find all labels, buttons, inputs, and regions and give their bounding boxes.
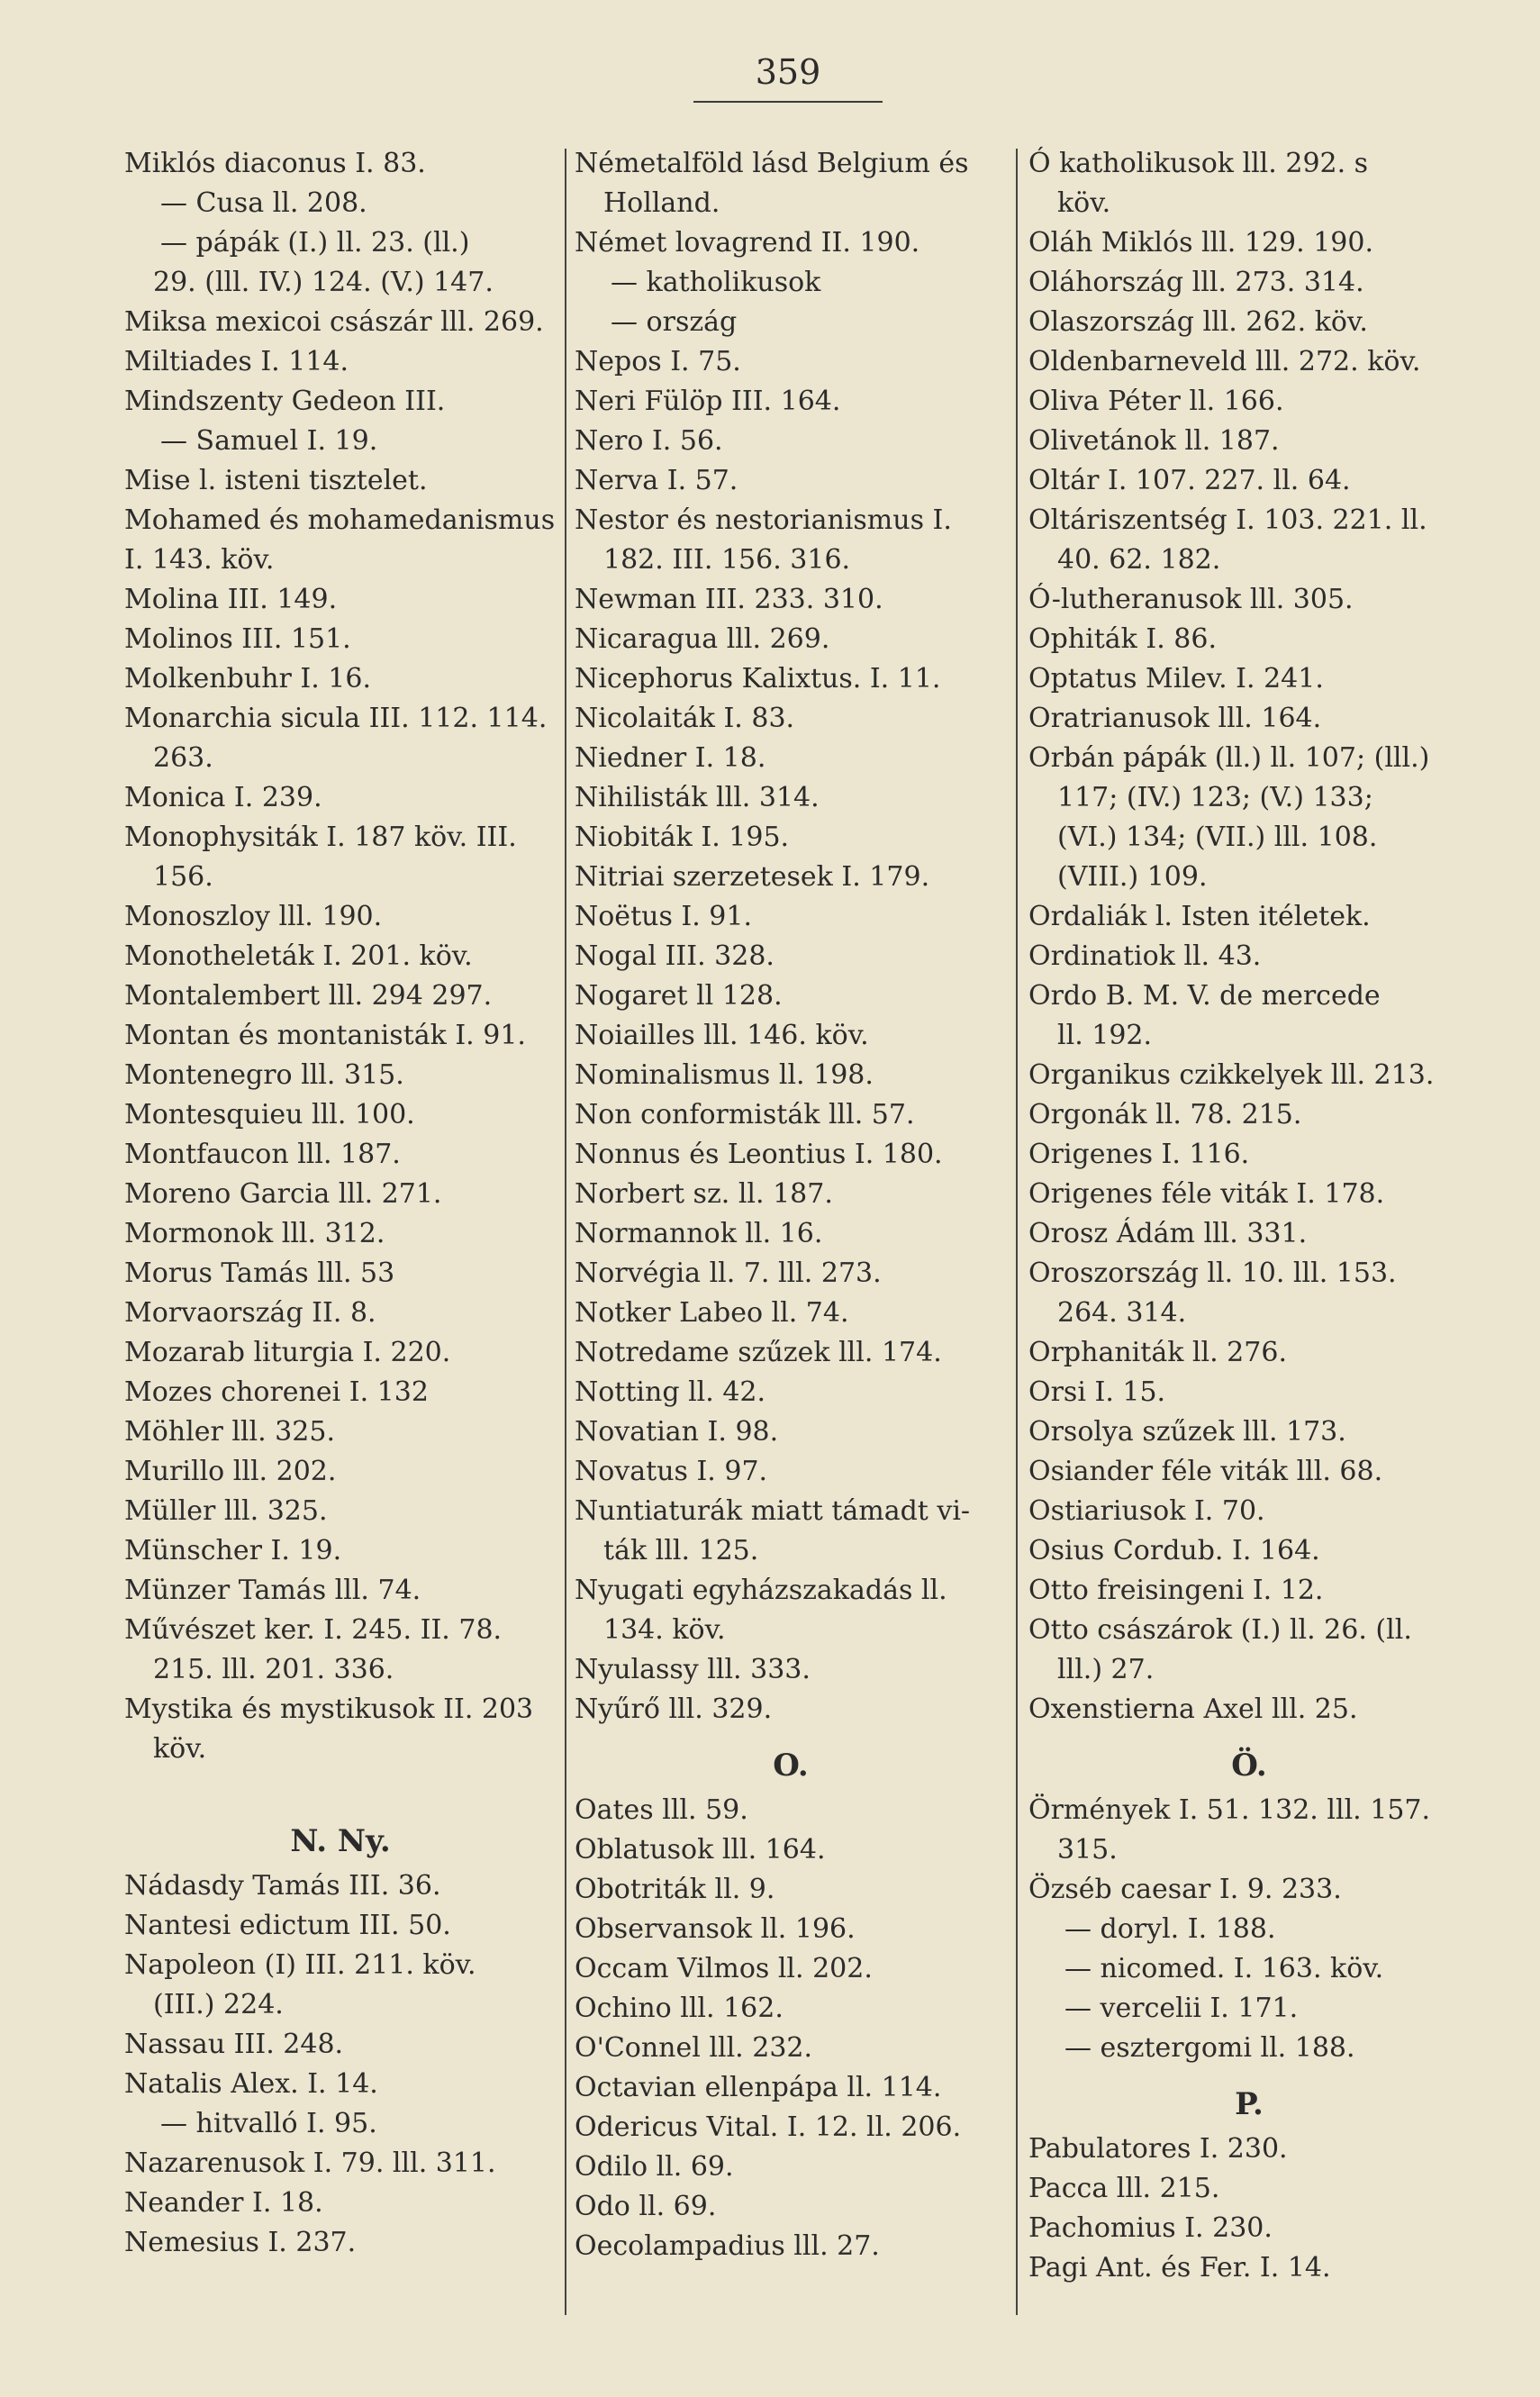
index-entry: Morus Tamás lll. 53	[124, 1258, 395, 1289]
index-entry: Orsi I. 15.	[1028, 1376, 1166, 1408]
index-entry: Normannok ll. 16.	[575, 1218, 823, 1249]
index-entry: — Samuel I. 19.	[160, 425, 378, 457]
index-entry: Nádasdy Tamás III. 36.	[124, 1870, 441, 1902]
index-entry: Nonnus és Leontius I. 180.	[575, 1139, 943, 1170]
index-entry: Oates lll. 59.	[575, 1794, 748, 1826]
index-entry: Oltár I. 107. 227. ll. 64.	[1028, 465, 1351, 496]
index-entry: Molina III. 149.	[124, 584, 338, 615]
index-entry: Moreno Garcia lll. 271.	[124, 1178, 442, 1210]
index-entry: Notting ll. 42.	[575, 1376, 766, 1408]
index-entry: Oliva Péter ll. 166.	[1028, 386, 1284, 417]
index-entry: Művészet ker. I. 245. II. 78.	[124, 1614, 503, 1646]
index-entry: Montesquieu lll. 100.	[124, 1099, 415, 1130]
index-entry: I. 143. köv.	[124, 544, 275, 576]
index-column-3	[1028, 144, 1470, 2288]
index-entry: Optatus Milev. I. 241.	[1028, 663, 1324, 695]
index-entry: Miksa mexicoi császár lll. 269.	[124, 306, 544, 338]
section-letter-heading: N. Ny.	[290, 1823, 391, 1859]
index-entry: Nassau III. 248.	[124, 2029, 344, 2060]
index-entry: 29. (lll. IV.) 124. (V.) 147.	[153, 267, 494, 298]
index-entry: ták lll. 125.	[603, 1535, 759, 1566]
index-entry: Nicephorus Kalixtus. I. 11.	[575, 663, 941, 695]
index-entry: 264. 314.	[1057, 1297, 1187, 1329]
index-entry: Norvégia ll. 7. lll. 273.	[575, 1258, 882, 1289]
index-entry: Nantesi edictum III. 50.	[124, 1910, 451, 1941]
index-entry: Neri Fülöp III. 164.	[575, 386, 841, 417]
index-entry: Nestor és nestorianismus I.	[575, 504, 952, 536]
index-entry: Oláhország lll. 273. 314.	[1028, 267, 1364, 298]
index-entry: 215. lll. 201. 336.	[153, 1654, 394, 1685]
index-entry: Monica I. 239.	[124, 782, 322, 813]
index-entry: Mormonok lll. 312.	[124, 1218, 385, 1249]
index-entry: köv.	[1057, 187, 1111, 219]
index-entry: Oecolampadius lll. 27.	[575, 2230, 880, 2262]
index-entry: Nicolaiták I. 83.	[575, 703, 795, 734]
index-entry: Notredame szűzek lll. 174.	[575, 1337, 942, 1368]
index-entry: Osiander féle viták lll. 68.	[1028, 1456, 1383, 1487]
index-entry: Nazarenusok I. 79. lll. 311.	[124, 2147, 496, 2179]
index-entry: Oblatusok lll. 164.	[575, 1834, 826, 1866]
index-entry: Pacca lll. 215.	[1028, 2173, 1220, 2204]
index-entry: Orphaniták ll. 276.	[1028, 1337, 1287, 1368]
index-entry: 156.	[153, 861, 213, 893]
index-entry: (VIII.) 109.	[1057, 861, 1208, 893]
index-entry: Murillo lll. 202.	[124, 1456, 337, 1487]
index-entry: Mystika és mystikusok II. 203	[124, 1693, 534, 1725]
index-entry: Obotriták ll. 9.	[575, 1874, 775, 1905]
index-entry: Ordinatiok ll. 43.	[1028, 940, 1262, 972]
index-entry: — katholikusok	[611, 267, 821, 298]
index-column-2	[575, 144, 1007, 2266]
index-entry: Norbert sz. ll. 187.	[575, 1178, 833, 1210]
index-entry: Nitriai szerzetesek I. 179.	[575, 861, 930, 893]
index-entry: (III.) 224.	[153, 1989, 284, 2020]
index-entry: Ordaliák l. Isten itéletek.	[1028, 901, 1371, 932]
index-entry: Olivetánok ll. 187.	[1028, 425, 1280, 457]
index-entry: 40. 62. 182.	[1057, 544, 1221, 576]
index-entry: Nogal III. 328.	[575, 940, 775, 972]
index-entry: Oláh Miklós lll. 129. 190.	[1028, 227, 1373, 259]
index-entry: Odo ll. 69.	[575, 2191, 717, 2222]
index-entry: Németalföld lásd Belgium és	[575, 148, 969, 179]
index-entry: Origenes I. 116.	[1028, 1139, 1250, 1170]
index-entry: Novatus I. 97.	[575, 1456, 768, 1487]
index-entry: Nihilisták lll. 314.	[575, 782, 820, 813]
index-entry: Novatian I. 98.	[575, 1416, 779, 1448]
section-letter-heading: P.	[1235, 2086, 1264, 2122]
index-entry: Oltáriszentség I. 103. 221. ll.	[1028, 504, 1427, 536]
index-entry: Münscher I. 19.	[124, 1535, 342, 1566]
index-column-1	[124, 144, 557, 2263]
index-entry: Monophysiták I. 187 köv. III.	[124, 822, 517, 853]
index-entry: Holland.	[603, 187, 720, 219]
index-entry: Natalis Alex. I. 14.	[124, 2068, 378, 2100]
index-entry: Napoleon (I) III. 211. köv.	[124, 1949, 476, 1981]
index-entry: — hitvalló I. 95.	[160, 2108, 377, 2139]
index-entry: Nogaret ll 128.	[575, 980, 783, 1012]
index-entry: Özséb caesar I. 9. 233.	[1028, 1874, 1342, 1905]
index-entry: Organikus czikkelyek lll. 213.	[1028, 1059, 1435, 1091]
index-entry: Pagi Ant. és Fer. I. 14.	[1028, 2252, 1331, 2284]
index-entry: — nicomed. I. 163. köv.	[1064, 1953, 1384, 1984]
index-entry: Miklós diaconus I. 83.	[124, 148, 426, 179]
section-letter-heading: Ö.	[1231, 1748, 1267, 1784]
index-entry: 263.	[153, 742, 213, 774]
index-entry: Morvaország II. 8.	[124, 1297, 376, 1329]
index-entry: Olaszország lll. 262. köv.	[1028, 306, 1368, 338]
index-entry: Orbán pápák (ll.) ll. 107; (lll.)	[1028, 742, 1430, 774]
index-entry: Notker Labeo ll. 74.	[575, 1297, 849, 1329]
index-entry: 134. köv.	[603, 1614, 726, 1646]
index-entry: köv.	[153, 1733, 207, 1765]
index-entry: Montalembert lll. 294 297.	[124, 980, 493, 1012]
index-entry: Montenegro lll. 315.	[124, 1059, 404, 1091]
page-number: 359	[755, 52, 821, 92]
index-entry: Mozes chorenei I. 132	[124, 1376, 429, 1408]
index-entry: Nominalismus ll. 198.	[575, 1059, 874, 1091]
index-entry: Octavian ellenpápa ll. 114.	[575, 2072, 942, 2103]
index-entry: Nuntiaturák miatt támadt vi-	[575, 1495, 971, 1527]
index-entry: ll. 192.	[1057, 1020, 1153, 1051]
index-entry: — ország	[611, 306, 738, 338]
index-entry: Odericus Vital. I. 12. ll. 206.	[575, 2111, 962, 2143]
index-entry: Observansok ll. 196.	[575, 1913, 856, 1945]
index-entry: (VI.) 134; (VII.) lll. 108.	[1057, 822, 1378, 853]
index-entry: Otto freisingeni I. 12.	[1028, 1575, 1324, 1606]
index-entry: Occam Vilmos ll. 202.	[575, 1953, 873, 1984]
index-entry: 182. III. 156. 316.	[603, 544, 851, 576]
index-entry: — pápák (I.) ll. 23. (ll.)	[160, 227, 470, 259]
index-entry: Molinos III. 151.	[124, 623, 351, 655]
index-entry: Német lovagrend II. 190.	[575, 227, 920, 259]
section-gap	[124, 1769, 557, 1805]
index-entry: Örmények I. 51. 132. lll. 157.	[1028, 1794, 1431, 1826]
index-entry: Ordo B. M. V. de mercede	[1028, 980, 1381, 1012]
index-entry: Mindszenty Gedeon III.	[124, 386, 446, 417]
index-entry: 117; (IV.) 123; (V.) 133;	[1057, 782, 1373, 813]
index-entry: Oratrianusok lll. 164.	[1028, 703, 1322, 734]
index-entry: Nyugati egyházszakadás ll.	[575, 1575, 947, 1606]
index-entry: Noiailles lll. 146. köv.	[575, 1020, 869, 1051]
index-entry: Orsolya szűzek lll. 173.	[1028, 1416, 1346, 1448]
index-entry: Münzer Tamás lll. 74.	[124, 1575, 421, 1606]
index-entry: — doryl. I. 188.	[1064, 1913, 1276, 1945]
index-entry: Niedner I. 18.	[575, 742, 766, 774]
index-entry: Müller lll. 325.	[124, 1495, 328, 1527]
index-entry: Nero I. 56.	[575, 425, 723, 457]
index-entry: Nemesius I. 237.	[124, 2227, 357, 2258]
index-entry: Pabulatores I. 230.	[1028, 2133, 1288, 2165]
index-entry: Nicaragua lll. 269.	[575, 623, 830, 655]
index-entry: lll.) 27.	[1057, 1654, 1155, 1685]
section-letter-heading: O.	[773, 1748, 809, 1784]
index-entry: — esztergomi ll. 188.	[1064, 2032, 1355, 2064]
index-entry: Ó katholikusok lll. 292. s	[1028, 148, 1369, 179]
index-entry: Ophiták I. 86.	[1028, 623, 1218, 655]
index-entry: Nyulassy lll. 333.	[575, 1654, 811, 1685]
index-entry: Molkenbuhr I. 16.	[124, 663, 371, 695]
index-entry: Ó-lutheranusok lll. 305.	[1028, 584, 1354, 615]
index-entry: Nepos I. 75.	[575, 346, 741, 377]
index-entry: Monarchia sicula III. 112. 114.	[124, 703, 548, 734]
index-entry: Mise l. isteni tisztelet.	[124, 465, 428, 496]
index-entry: Nerva I. 57.	[575, 465, 738, 496]
page-number-rule	[693, 101, 883, 103]
index-entry: Ochino lll. 162.	[575, 1993, 784, 2024]
index-entry: Monoszloy lll. 190.	[124, 901, 383, 932]
index-entry: Nyűrő lll. 329.	[575, 1693, 773, 1725]
index-entry: Möhler lll. 325.	[124, 1416, 335, 1448]
index-entry: Niobiták I. 195.	[575, 822, 790, 853]
index-entry: Montan és montanisták I. 91.	[124, 1020, 526, 1051]
index-entry: — Cusa ll. 208.	[160, 187, 367, 219]
index-entry: Otto császárok (I.) ll. 26. (ll.	[1028, 1614, 1412, 1646]
index-entry: Oldenbarneveld lll. 272. köv.	[1028, 346, 1421, 377]
column-divider	[565, 149, 566, 2315]
index-entry: Mohamed és mohamedanismus	[124, 504, 556, 536]
index-entry: O'Connel lll. 232.	[575, 2032, 813, 2064]
index-entry: Newman III. 233. 310.	[575, 584, 883, 615]
index-entry: Orosz Ádám lll. 331.	[1028, 1218, 1308, 1249]
index-entry: Ostiariusok I. 70.	[1028, 1495, 1265, 1527]
index-entry: Mozarab liturgia I. 220.	[124, 1337, 451, 1368]
index-entry: Monotheleták I. 201. köv.	[124, 940, 473, 972]
index-entry: Neander I. 18.	[124, 2187, 323, 2219]
index-entry: Orgonák ll. 78. 215.	[1028, 1099, 1302, 1130]
index-entry: Osius Cordub. I. 164.	[1028, 1535, 1320, 1566]
index-entry: Oxenstierna Axel lll. 25.	[1028, 1693, 1358, 1725]
index-entry: — vercelii I. 171.	[1064, 1993, 1299, 2024]
index-entry: 315.	[1057, 1834, 1118, 1866]
index-entry: Odilo ll. 69.	[575, 2151, 734, 2183]
index-entry: Oroszország ll. 10. lll. 153.	[1028, 1258, 1397, 1289]
index-entry: Noëtus I. 91.	[575, 901, 753, 932]
column-divider	[1016, 149, 1018, 2315]
index-entry: Origenes féle viták I. 178.	[1028, 1178, 1385, 1210]
index-entry: Montfaucon lll. 187.	[124, 1139, 401, 1170]
index-entry: Non conformisták lll. 57.	[575, 1099, 915, 1130]
index-entry: Miltiades I. 114.	[124, 346, 349, 377]
index-entry: Pachomius I. 230.	[1028, 2212, 1273, 2244]
